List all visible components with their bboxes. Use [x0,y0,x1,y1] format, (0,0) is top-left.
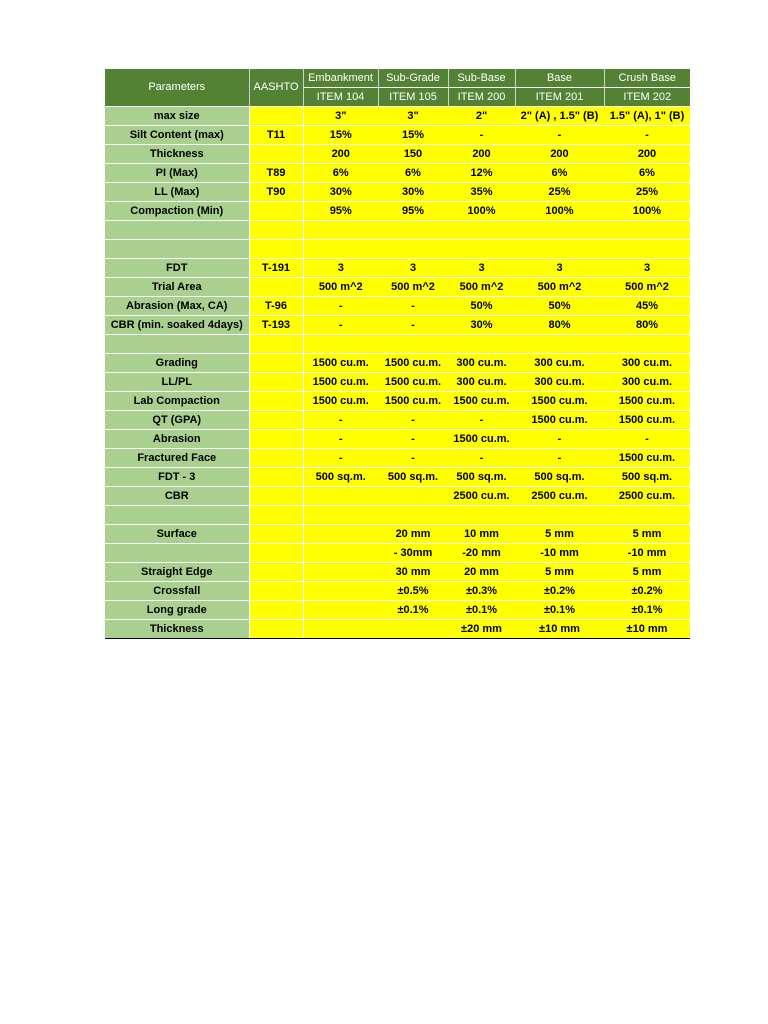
table-row [105,620,690,639]
aashto-cell [249,335,303,354]
value-cell: ±0.3% [448,582,515,601]
parameter-cell: Straight Edge [105,563,249,582]
value-cell: - [303,316,378,335]
value-cell: 1500 cu.m. [378,354,448,373]
value-cell: 6% [604,164,690,183]
aashto-cell [249,373,303,392]
parameter-cell: Trial Area [105,278,249,297]
value-cell: 2" (A) , 1.5" (B) [515,107,604,126]
value-cell: 50% [515,297,604,316]
value-cell: 30% [303,183,378,202]
aashto-cell [249,582,303,601]
value-cell: 30% [378,183,448,202]
value-cell: 100% [448,202,515,221]
header-aashto: AASHTO [249,69,303,107]
value-cell: 500 sq.m. [378,468,448,487]
header-row-names [105,69,690,88]
value-cell: 3 [515,259,604,278]
table-row [105,582,690,601]
parameter-cell: QT (GPA) [105,411,249,430]
value-cell [448,335,515,354]
value-cell: 3 [303,259,378,278]
value-cell [515,506,604,525]
value-cell [303,487,378,506]
value-cell: - [303,411,378,430]
aashto-cell [249,354,303,373]
aashto-cell: T89 [249,164,303,183]
value-cell: 1500 cu.m. [604,449,690,468]
value-cell: 300 cu.m. [448,373,515,392]
aashto-cell: T-193 [249,316,303,335]
value-cell: 6% [303,164,378,183]
value-cell: - [448,126,515,145]
value-cell: 1500 cu.m. [303,354,378,373]
parameter-cell: CBR [105,487,249,506]
value-cell: 35% [448,183,515,202]
value-cell: 30 mm [378,563,448,582]
value-cell [604,221,690,240]
value-cell: - [303,297,378,316]
value-cell: 100% [604,202,690,221]
parameter-cell: Compaction (Min) [105,202,249,221]
table-row [105,183,690,202]
value-cell: - [378,316,448,335]
value-cell: 300 cu.m. [448,354,515,373]
value-cell: 1500 cu.m. [604,411,690,430]
table-row [105,373,690,392]
parameter-cell: Crossfall [105,582,249,601]
value-cell: 3 [448,259,515,278]
value-cell: 1500 cu.m. [515,411,604,430]
value-cell: 500 sq.m. [303,468,378,487]
value-cell: 200 [303,145,378,164]
aashto-cell [249,221,303,240]
value-cell: 5 mm [604,525,690,544]
value-cell: ±20 mm [448,620,515,639]
value-cell: 20 mm [378,525,448,544]
value-cell: 95% [378,202,448,221]
value-cell: 30% [448,316,515,335]
value-cell [378,240,448,259]
specification-table [105,69,690,639]
header-column-name: Sub-Grade [378,69,448,88]
aashto-cell [249,240,303,259]
aashto-cell [249,468,303,487]
value-cell [378,620,448,639]
aashto-cell [249,202,303,221]
aashto-cell: T90 [249,183,303,202]
value-cell [515,240,604,259]
value-cell: 5 mm [604,563,690,582]
value-cell: 25% [515,183,604,202]
parameter-cell [105,506,249,525]
aashto-cell [249,145,303,164]
value-cell: ±0.1% [448,601,515,620]
value-cell: 1500 cu.m. [303,392,378,411]
header-column-item: ITEM 105 [378,88,448,107]
table-row [105,335,690,354]
value-cell: 500 m^2 [448,278,515,297]
parameter-cell: CBR (min. soaked 4days) [105,316,249,335]
value-cell: 300 cu.m. [604,354,690,373]
value-cell [303,221,378,240]
header-column-name: Sub-Base [448,69,515,88]
parameter-cell [105,335,249,354]
parameter-cell: Abrasion (Max, CA) [105,297,249,316]
value-cell [378,487,448,506]
value-cell: 500 m^2 [303,278,378,297]
value-cell [448,221,515,240]
aashto-cell [249,525,303,544]
parameter-cell: Lab Compaction [105,392,249,411]
value-cell: 3 [604,259,690,278]
header-column-name: Embankment [303,69,378,88]
value-cell [303,601,378,620]
parameter-cell: FDT [105,259,249,278]
parameter-cell: Thickness [105,145,249,164]
table-row [105,563,690,582]
parameter-cell: Fractured Face [105,449,249,468]
parameter-cell: FDT - 3 [105,468,249,487]
table-row [105,126,690,145]
value-cell [303,335,378,354]
value-cell: 300 cu.m. [515,373,604,392]
value-cell: -10 mm [604,544,690,563]
parameter-cell [105,240,249,259]
value-cell: 500 sq.m. [604,468,690,487]
table-row [105,430,690,449]
aashto-cell [249,620,303,639]
value-cell: 2500 cu.m. [604,487,690,506]
header-parameters: Parameters [105,69,249,107]
value-cell [515,221,604,240]
value-cell [604,335,690,354]
table-row [105,297,690,316]
value-cell [378,335,448,354]
table-row [105,449,690,468]
table-row [105,544,690,563]
value-cell: 45% [604,297,690,316]
table-row [105,145,690,164]
header-column-item: ITEM 201 [515,88,604,107]
aashto-cell [249,487,303,506]
value-cell [303,525,378,544]
value-cell: 95% [303,202,378,221]
value-cell: ±10 mm [604,620,690,639]
value-cell: - [515,126,604,145]
aashto-cell [249,544,303,563]
table-row [105,506,690,525]
value-cell: 80% [604,316,690,335]
value-cell: 300 cu.m. [515,354,604,373]
aashto-cell: T-96 [249,297,303,316]
value-cell: 1500 cu.m. [378,392,448,411]
value-cell: 500 m^2 [378,278,448,297]
header-column-item: ITEM 104 [303,88,378,107]
value-cell: - [378,297,448,316]
table-row [105,354,690,373]
value-cell: 3 [378,259,448,278]
value-cell: -20 mm [448,544,515,563]
value-cell: 12% [448,164,515,183]
value-cell: - [448,449,515,468]
aashto-cell [249,563,303,582]
value-cell: - [378,449,448,468]
aashto-cell [249,430,303,449]
value-cell [604,240,690,259]
header-column-name: Crush Base [604,69,690,88]
parameter-cell [105,221,249,240]
value-cell: 80% [515,316,604,335]
table-row [105,525,690,544]
value-cell [303,582,378,601]
parameter-cell: Silt Content (max) [105,126,249,145]
value-cell: ±10 mm [515,620,604,639]
value-cell: 200 [448,145,515,164]
parameter-cell: PI (Max) [105,164,249,183]
parameter-cell: LL/PL [105,373,249,392]
value-cell [303,544,378,563]
value-cell: 500 sq.m. [448,468,515,487]
table-row [105,316,690,335]
aashto-cell [249,601,303,620]
header-column-name: Base [515,69,604,88]
value-cell: - [378,430,448,449]
value-cell: - [515,430,604,449]
value-cell: 2500 cu.m. [515,487,604,506]
value-cell: 1.5" (A), 1" (B) [604,107,690,126]
value-cell: 1500 cu.m. [448,392,515,411]
table-row [105,487,690,506]
value-cell: 3" [303,107,378,126]
aashto-cell [249,506,303,525]
parameter-cell: Abrasion [105,430,249,449]
value-cell: 25% [604,183,690,202]
value-cell [378,506,448,525]
parameter-cell: Long grade [105,601,249,620]
value-cell: 500 sq.m. [515,468,604,487]
header-column-item: ITEM 200 [448,88,515,107]
table-row [105,259,690,278]
aashto-cell: T-191 [249,259,303,278]
value-cell: 1500 cu.m. [448,430,515,449]
value-cell: ±0.2% [604,582,690,601]
aashto-cell [249,449,303,468]
value-cell [303,620,378,639]
table-row [105,240,690,259]
value-cell [303,506,378,525]
value-cell: 15% [303,126,378,145]
value-cell: - [604,126,690,145]
value-cell: 1500 cu.m. [515,392,604,411]
value-cell: - [604,430,690,449]
value-cell: 500 m^2 [604,278,690,297]
value-cell: 1500 cu.m. [378,373,448,392]
value-cell: 6% [378,164,448,183]
table-row [105,411,690,430]
value-cell [303,240,378,259]
value-cell: 500 m^2 [515,278,604,297]
value-cell: ±0.5% [378,582,448,601]
value-cell: - 30mm [378,544,448,563]
table-row [105,601,690,620]
value-cell: 100% [515,202,604,221]
value-cell: 50% [448,297,515,316]
value-cell: 5 mm [515,525,604,544]
value-cell [515,335,604,354]
table-row [105,202,690,221]
value-cell: 2500 cu.m. [448,487,515,506]
table-row [105,164,690,183]
aashto-cell: T11 [249,126,303,145]
value-cell: 200 [515,145,604,164]
aashto-cell [249,107,303,126]
header-column-item: ITEM 202 [604,88,690,107]
value-cell: - [303,449,378,468]
value-cell: -10 mm [515,544,604,563]
parameter-cell: max size [105,107,249,126]
value-cell: 1500 cu.m. [303,373,378,392]
value-cell: 3" [378,107,448,126]
value-cell: ±0.1% [604,601,690,620]
table-row [105,221,690,240]
value-cell: 15% [378,126,448,145]
value-cell: 5 mm [515,563,604,582]
value-cell [378,221,448,240]
value-cell: - [303,430,378,449]
parameter-cell [105,544,249,563]
value-cell: - [515,449,604,468]
value-cell [448,240,515,259]
aashto-cell [249,392,303,411]
value-cell: 150 [378,145,448,164]
value-cell: ±0.2% [515,582,604,601]
parameter-cell: Grading [105,354,249,373]
value-cell: - [378,411,448,430]
value-cell [604,506,690,525]
aashto-cell [249,278,303,297]
parameter-cell: Surface [105,525,249,544]
value-cell [448,506,515,525]
value-cell: ±0.1% [515,601,604,620]
value-cell: 200 [604,145,690,164]
value-cell: - [448,411,515,430]
value-cell: 10 mm [448,525,515,544]
aashto-cell [249,411,303,430]
table-row [105,468,690,487]
value-cell: 300 cu.m. [604,373,690,392]
value-cell: 6% [515,164,604,183]
value-cell [303,563,378,582]
value-cell: 2" [448,107,515,126]
parameter-cell: LL (Max) [105,183,249,202]
value-cell: ±0.1% [378,601,448,620]
table-row [105,107,690,126]
value-cell: 1500 cu.m. [604,392,690,411]
table-row [105,278,690,297]
parameter-cell: Thickness [105,620,249,639]
table-row [105,392,690,411]
value-cell: 20 mm [448,563,515,582]
